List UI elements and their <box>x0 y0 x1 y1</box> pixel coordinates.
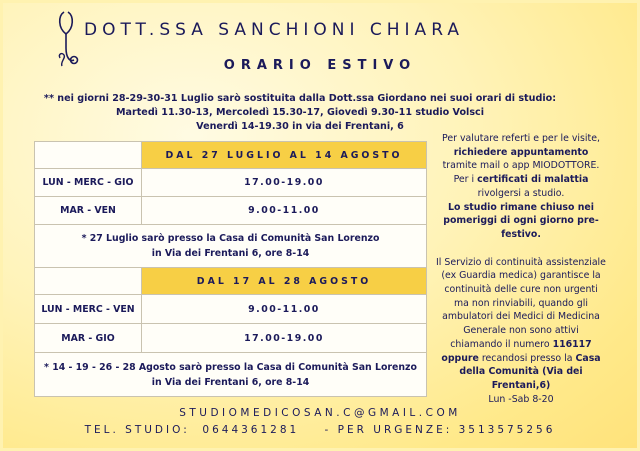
appointment-paragraph <box>436 132 606 173</box>
empty-cell <box>35 142 142 169</box>
note-row <box>35 353 427 397</box>
location-note <box>35 353 427 397</box>
hours-cell: 9.00-11.00 <box>142 197 427 225</box>
email-line[interactable]: STUDIOMEDICOSAN.C@GMAIL.COM <box>179 407 461 419</box>
substitute-note-line: Martedì 11.30-13, Mercoledì 15.30-17, Giovedì 9.30-11 studio Volsci <box>115 107 485 118</box>
note-row <box>35 225 427 268</box>
location-note-line: in Via dei Frentani 6, ore 8-14 <box>151 376 310 388</box>
text-bold: 116117 oppure <box>441 338 592 364</box>
day-cell: LUN - MERC - VEN <box>35 295 142 324</box>
empty-cell <box>35 268 142 295</box>
side-info <box>436 132 606 406</box>
hours-line: Lun -Sab 8-20 <box>488 393 554 405</box>
closure-paragraph <box>436 201 606 242</box>
substitute-note <box>40 92 560 134</box>
hours-cell: 9.00-11.00 <box>142 295 427 324</box>
continuity-paragraph <box>436 256 606 393</box>
table-row <box>35 169 427 197</box>
period-label: DAL 27 LUGLIO AL 14 AGOSTO <box>142 142 427 169</box>
day-cell: LUN - MERC - GIO <box>35 169 142 197</box>
phones-line[interactable]: TEL. STUDIO: 0644361281 - PER URGENZE: 3513575256 <box>84 424 556 436</box>
period-row <box>35 268 427 295</box>
day-cell: MAR - GIO <box>35 324 142 353</box>
schedule-table <box>34 141 427 397</box>
page-title: DOTT.SSA SANCHIONI CHIARA <box>84 20 464 40</box>
day-cell: MAR - VEN <box>35 197 142 225</box>
table-row <box>35 197 427 225</box>
text-span: rivolgersi a studio. <box>477 187 565 199</box>
certificate-paragraph <box>436 173 606 200</box>
substitute-note-line: ** nei giorni 28-29-30-31 Luglio sarò sostituita dalla Dott.ssa Giordano nei suoi orari di studio: <box>43 93 557 104</box>
hours-cell: 17.00-19.00 <box>142 169 427 197</box>
period-row <box>35 142 427 169</box>
spacer <box>436 242 606 256</box>
text-span: Per i <box>453 174 478 186</box>
location-note-line: * 27 Luglio sarò presso la Casa di Comunità San Lorenzo <box>81 233 380 244</box>
text-span: recandosi presso la <box>478 352 576 364</box>
text-span: tramite mail o app MIODOTTORE. <box>442 160 600 172</box>
location-note-line: in Via dei Frentani 6, ore 8-14 <box>151 248 310 259</box>
text-span: Il Servizio di continuità assistenziale (ex Guardia medica) garantisce la continuità delle cure non urgenti ma non rinviabili, quando gli ambulatori dei Medici di Medicina Generale non sono attivi chiamando il numero <box>436 256 606 350</box>
text-bold: certificati di malattia <box>477 174 589 186</box>
hours-cell: 17.00-19.00 <box>142 324 427 353</box>
period-label: DAL 17 AL 28 AGOSTO <box>142 268 427 295</box>
text-bold: Casa della Comunità (Via dei Frentani,6) <box>459 352 601 391</box>
table-row <box>35 324 427 353</box>
location-note-line: * 14 - 19 - 26 - 28 Agosto sarò presso la Casa di Comunità San Lorenzo <box>44 361 417 373</box>
text-bold: richiedere appuntamento <box>453 146 589 158</box>
text-span: Per valutare referti e per le visite, <box>442 133 600 144</box>
substitute-note-line: Venerdì 14-19.30 in via dei Frentani, 6 <box>196 121 404 132</box>
text-bold: Lo studio rimane chiuso nei pomeriggi di ogni giorno pre-festivo. <box>443 201 599 240</box>
table-row <box>35 295 427 324</box>
location-note <box>35 225 427 268</box>
page-subtitle: ORARIO ESTIVO <box>223 58 417 73</box>
